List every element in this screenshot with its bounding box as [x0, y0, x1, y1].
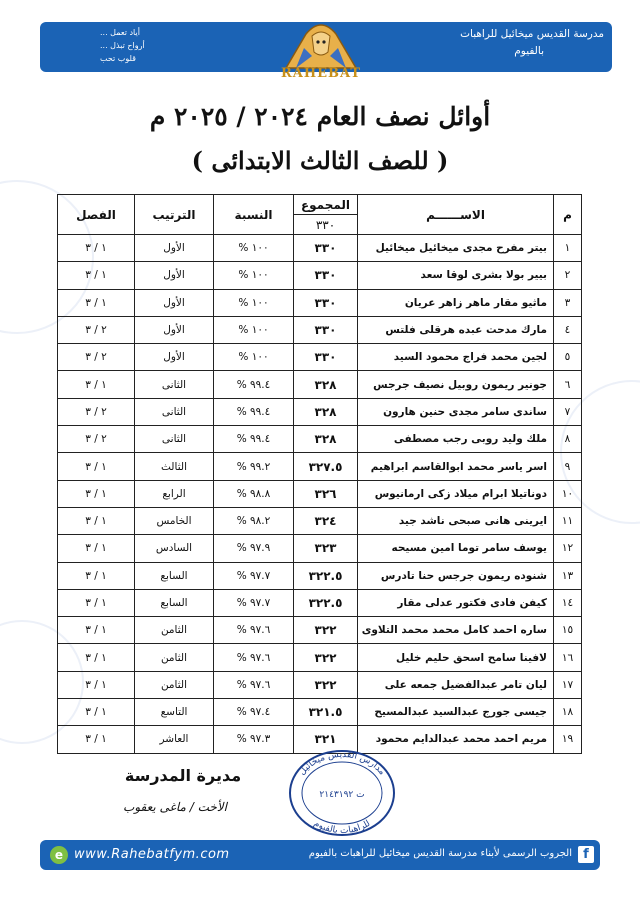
cell-name: ليان تامر عبدالفضيل جمعه على: [358, 671, 554, 698]
table-row: [58, 699, 582, 726]
cell-rank: السابع: [135, 589, 214, 616]
table-row: [58, 535, 582, 562]
cell-class: ١ / ٣: [58, 289, 135, 316]
cell-index: ١٦: [554, 644, 582, 671]
cell-total: ٣٢٦: [294, 480, 358, 507]
cell-name: شنوده ريمون جرجس حنا تادرس: [358, 562, 554, 589]
table-row: [58, 562, 582, 589]
cell-index: ١٧: [554, 671, 582, 698]
cell-rank: الثامن: [135, 644, 214, 671]
cell-class: ١ / ٣: [58, 235, 135, 262]
header-total: المجموع: [294, 195, 358, 215]
cell-index: ٩: [554, 453, 582, 480]
cell-percent: ١٠٠ %: [214, 235, 294, 262]
cell-rank: الثامن: [135, 671, 214, 698]
table-row: [58, 344, 582, 371]
cell-percent: ٩٨.٢ %: [214, 507, 294, 534]
cell-total: ٣٢٢: [294, 644, 358, 671]
stamp-text-top: مدارس القديس ميخائيل: [297, 749, 387, 778]
cell-class: ١ / ٣: [58, 480, 135, 507]
cell-total: ٣٢٤: [294, 507, 358, 534]
cell-class: ١ / ٣: [58, 562, 135, 589]
cell-percent: ٩٧.٤ %: [214, 699, 294, 726]
cell-total: ٣٢٣: [294, 535, 358, 562]
cell-index: ١٠: [554, 480, 582, 507]
table-row: [58, 398, 582, 425]
cell-index: ٧: [554, 398, 582, 425]
school-name-line1: مدرسة القديس ميخائيل للراهبات: [460, 28, 604, 40]
motto-line1: أياد تعمل ...: [100, 28, 140, 37]
results-table: [57, 194, 582, 754]
cell-class: ١ / ٣: [58, 671, 135, 698]
cell-index: ٥: [554, 344, 582, 371]
cell-rank: الثانى: [135, 426, 214, 453]
school-name-line2: بالفيوم: [514, 45, 544, 57]
internet-explorer-icon: e: [50, 846, 68, 864]
cell-percent: ٩٧.٦ %: [214, 617, 294, 644]
school-name: [364, 26, 604, 60]
cell-name: ملك وليد روبى رجب مصطفى: [358, 426, 554, 453]
header-total-max: ٣٣٠: [294, 215, 358, 235]
cell-index: ١١: [554, 507, 582, 534]
logo-sphinx-icon: [266, 14, 376, 70]
cell-class: ٢ / ٣: [58, 316, 135, 343]
cell-index: ١٨: [554, 699, 582, 726]
cell-rank: السادس: [135, 535, 214, 562]
cell-class: ١ / ٣: [58, 507, 135, 534]
cell-class: ١ / ٣: [58, 535, 135, 562]
cell-name: بيتر مفرح مجدى ميخائيل ميخائيل: [358, 235, 554, 262]
stamp-phone: ت ٢١٤٣١٩٢: [319, 790, 365, 800]
cell-name: دوناتيلا ابرام ميلاد زكى ارمانيوس: [358, 480, 554, 507]
cell-rank: الرابع: [135, 480, 214, 507]
cell-class: ١ / ٣: [58, 371, 135, 398]
table-row: [58, 589, 582, 616]
page-subtitle: ( للصف الثالث الابتدائى ): [191, 146, 449, 175]
cell-total: ٣٢٧.٥: [294, 453, 358, 480]
table-row: [58, 371, 582, 398]
svg-text:للراهبات بالفيوم: [312, 819, 372, 836]
cell-total: ٣٢٨: [294, 426, 358, 453]
cell-class: ١ / ٣: [58, 644, 135, 671]
cell-index: ١٢: [554, 535, 582, 562]
cell-name: مريم احمد محمد عبدالدايم محمود: [358, 726, 554, 753]
motto-line3: قلوب تحب: [100, 54, 136, 63]
cell-total: ٣٢٢: [294, 617, 358, 644]
header-class: الفصل: [58, 195, 135, 235]
cell-name: لجين محمد فراج محمود السيد: [358, 344, 554, 371]
cell-class: ١ / ٣: [58, 699, 135, 726]
cell-percent: ١٠٠ %: [214, 262, 294, 289]
cell-name: ماثيو مقار ماهر زاهر عريان: [358, 289, 554, 316]
cell-total: ٣٢١.٥: [294, 699, 358, 726]
cell-percent: ٩٩.٢ %: [214, 453, 294, 480]
cell-name: جيسى جورج عبدالسيد عبدالمسيح: [358, 699, 554, 726]
cell-index: ١٩: [554, 726, 582, 753]
cell-index: ١٣: [554, 562, 582, 589]
cell-percent: ٩٧.٦ %: [214, 644, 294, 671]
cell-class: ١ / ٣: [58, 617, 135, 644]
cell-total: ٣٣٠: [294, 235, 358, 262]
cell-rank: العاشر: [135, 726, 214, 753]
cell-name: كيفن فادى فكتور عدلى مقار: [358, 589, 554, 616]
cell-rank: الأول: [135, 316, 214, 343]
cell-rank: السابع: [135, 562, 214, 589]
cell-percent: ٩٩.٤ %: [214, 398, 294, 425]
cell-percent: ١٠٠ %: [214, 289, 294, 316]
cell-name: بيير بولا بشرى لوقا سعد: [358, 262, 554, 289]
cell-percent: ٩٩.٤ %: [214, 371, 294, 398]
table-row: [58, 480, 582, 507]
cell-rank: الثانى: [135, 398, 214, 425]
table-row: [58, 316, 582, 343]
cell-rank: الثالث: [135, 453, 214, 480]
header-percent: النسبة: [214, 195, 294, 235]
header-index: م: [554, 195, 582, 235]
cell-percent: ١٠٠ %: [214, 344, 294, 371]
cell-total: ٣٢٨: [294, 371, 358, 398]
cell-index: ١٤: [554, 589, 582, 616]
cell-class: ١ / ٣: [58, 262, 135, 289]
cell-total: ٣٣٠: [294, 262, 358, 289]
cell-index: ٨: [554, 426, 582, 453]
stamp-text-bottom: للراهبات بالفيوم: [311, 818, 373, 837]
cell-rank: التاسع: [135, 699, 214, 726]
cell-class: ٢ / ٣: [58, 398, 135, 425]
cell-percent: ٩٧.٧ %: [214, 562, 294, 589]
cell-total: ٣٢٨: [294, 398, 358, 425]
page-title: أوائل نصف العام ٢٠٢٤ / ٢٠٢٥ م: [149, 102, 491, 131]
cell-name: ايرينى هانى صبحى ناشد جيد: [358, 507, 554, 534]
cell-total: ٣٣٠: [294, 289, 358, 316]
table-row: [58, 453, 582, 480]
cell-total: ٣٢٢: [294, 671, 358, 698]
cell-index: ٣: [554, 289, 582, 316]
table-row: [58, 426, 582, 453]
cell-total: ٣٣٠: [294, 316, 358, 343]
cell-rank: الخامس: [135, 507, 214, 534]
cell-index: ٤: [554, 316, 582, 343]
cell-index: ٦: [554, 371, 582, 398]
cell-rank: الأول: [135, 262, 214, 289]
cell-total: ٣٢٢.٥: [294, 589, 358, 616]
table-row: [58, 644, 582, 671]
cell-rank: الثامن: [135, 617, 214, 644]
motto-line2: أرواح تبذل ...: [100, 41, 145, 50]
cell-rank: الأول: [135, 235, 214, 262]
cell-percent: ٩٩.٤ %: [214, 426, 294, 453]
cell-name: لافينا سامح اسحق حليم خليل: [358, 644, 554, 671]
cell-index: ١: [554, 235, 582, 262]
cell-class: ١ / ٣: [58, 589, 135, 616]
cell-percent: ٩٧.٣ %: [214, 726, 294, 753]
cell-class: ٢ / ٣: [58, 426, 135, 453]
table-row: [58, 507, 582, 534]
cell-name: مارك مدحت عبده هرقلى فلتس: [358, 316, 554, 343]
cell-class: ١ / ٣: [58, 453, 135, 480]
footer-facebook-group[interactable]: الجروب الرسمى لأبناء مدرسة القديس ميخائيل للراهبات بالفيوم: [308, 848, 572, 859]
facebook-icon[interactable]: f: [578, 846, 594, 863]
school-motto: [100, 26, 240, 65]
cell-percent: ٩٧.٧ %: [214, 589, 294, 616]
table-row: [58, 235, 582, 262]
table-row: [58, 262, 582, 289]
header-name: الاســــــم: [358, 195, 554, 235]
table-row: [58, 671, 582, 698]
cell-name: ساره احمد كامل محمد محمد التلاوى: [358, 617, 554, 644]
logo-text: RAHEBAT: [280, 66, 362, 81]
cell-class: ١ / ٣: [58, 726, 135, 753]
cell-index: ١٥: [554, 617, 582, 644]
cell-percent: ٩٧.٦ %: [214, 671, 294, 698]
school-stamp: [282, 745, 402, 837]
school-logo: [266, 14, 376, 92]
cell-name: اسر ياسر محمد ابوالقاسم ابراهيم: [358, 453, 554, 480]
cell-index: ٢: [554, 262, 582, 289]
footer-website-link[interactable]: www.Rahebatfym.com: [74, 847, 230, 862]
cell-percent: ٩٧.٩ %: [214, 535, 294, 562]
cell-total: ٣٢١: [294, 726, 358, 753]
table-row: [58, 617, 582, 644]
cell-total: ٣٢٢.٥: [294, 562, 358, 589]
principal-title: مديرة المدرسة: [124, 766, 242, 785]
cell-name: جونير ريمون روبيل نصيف جرجس: [358, 371, 554, 398]
cell-rank: الثانى: [135, 371, 214, 398]
cell-rank: الأول: [135, 289, 214, 316]
cell-name: ساندى سامر مجدى حنين هارون: [358, 398, 554, 425]
header-rank: الترتيب: [135, 195, 214, 235]
cell-percent: ٩٨.٨ %: [214, 480, 294, 507]
cell-class: ٢ / ٣: [58, 344, 135, 371]
principal-signature: الأخت / ماغى يعقوب: [123, 800, 227, 814]
cell-percent: ١٠٠ %: [214, 316, 294, 343]
table-body: [58, 235, 582, 754]
cell-name: يوسف سامر توما امين مسيحه: [358, 535, 554, 562]
cell-rank: الأول: [135, 344, 214, 371]
table-row: [58, 289, 582, 316]
footer-bar: [40, 840, 600, 870]
cell-total: ٣٣٠: [294, 344, 358, 371]
